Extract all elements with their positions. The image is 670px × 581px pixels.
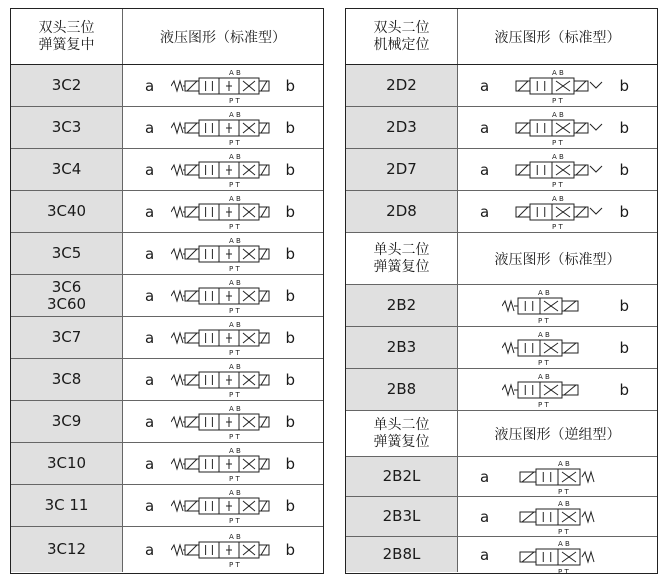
- row-code: 2D7: [346, 149, 458, 190]
- row-code: 2B3: [346, 327, 458, 368]
- valve-3c11-icon: [171, 486, 271, 530]
- row-code: 3C3: [11, 107, 123, 148]
- row-code: 3C6 3C60: [11, 275, 123, 316]
- port-b-label: b: [619, 76, 629, 95]
- port-b-label: b: [285, 540, 295, 559]
- port-b-label: b: [285, 496, 295, 515]
- valve-3c4-icon: [171, 150, 271, 194]
- right-row-2d3: [346, 107, 657, 149]
- port-a-label: a: [480, 467, 490, 486]
- port-b-label: b: [619, 202, 629, 221]
- valve-3c8-icon: [171, 360, 271, 404]
- svg-text:P T: P T: [552, 96, 563, 105]
- port-b-label: b: [619, 380, 629, 399]
- port-b-label: b: [285, 454, 295, 473]
- valve-2b8l-icon: [514, 537, 614, 581]
- right-row-2b8l: [346, 537, 657, 576]
- port-b-label: b: [285, 370, 295, 389]
- left-header-row: [11, 9, 323, 65]
- valve-2d2-icon: [506, 66, 606, 110]
- svg-text:P T: P T: [558, 488, 569, 496]
- svg-text:A B: A B: [229, 488, 241, 497]
- valve-2d7-icon: [506, 150, 606, 194]
- port-a-label: a: [480, 545, 490, 564]
- left-row-3c9: [11, 401, 323, 443]
- svg-text:P T: P T: [538, 358, 549, 367]
- valve-3c6-icon: [171, 276, 271, 320]
- port-a-label: a: [480, 202, 490, 221]
- port-b-label: b: [285, 202, 295, 221]
- valve-3c40-icon: [171, 192, 271, 236]
- svg-text:A B: A B: [552, 110, 564, 119]
- svg-text:A B: A B: [229, 532, 241, 541]
- right-header-code: 双头二位 机械定位: [346, 9, 458, 64]
- svg-text:A B: A B: [229, 152, 241, 161]
- right-header-row: [346, 9, 657, 65]
- svg-text:P T: P T: [229, 138, 240, 147]
- port-b-label: b: [619, 296, 629, 315]
- left-row-3c8: [11, 359, 323, 401]
- svg-text:P T: P T: [552, 222, 563, 231]
- valve-2b2-icon: [502, 286, 602, 330]
- port-a-label: a: [145, 370, 155, 389]
- left-row-3c4: [11, 149, 323, 191]
- svg-text:A B: A B: [538, 288, 550, 297]
- port-a-label: a: [480, 507, 490, 526]
- valve-3c9-icon: [171, 402, 271, 446]
- port-a-label: a: [480, 76, 490, 95]
- svg-text:A B: A B: [229, 446, 241, 455]
- svg-text:P T: P T: [229, 96, 240, 105]
- subheader-code: 单头二位 弹簧复位: [346, 233, 458, 284]
- right-row-2d7: [346, 149, 657, 191]
- svg-text:P T: P T: [229, 180, 240, 189]
- svg-text:A B: A B: [229, 236, 241, 245]
- port-a-label: a: [145, 76, 155, 95]
- row-code: 2B2: [346, 285, 458, 326]
- row-code: 3C40: [11, 191, 123, 232]
- svg-text:P T: P T: [229, 474, 240, 483]
- right-subheader-reverse: [346, 411, 657, 457]
- row-code: 2B8L: [346, 537, 458, 572]
- row-code: 3C5: [11, 233, 123, 274]
- port-b-label: b: [619, 160, 629, 179]
- svg-text:A B: A B: [558, 540, 570, 548]
- row-code: 2B2L: [346, 457, 458, 496]
- right-subheader-standard: [346, 233, 657, 285]
- svg-text:A B: A B: [229, 194, 241, 203]
- svg-text:P T: P T: [229, 390, 240, 399]
- port-a-label: a: [145, 412, 155, 431]
- svg-text:A B: A B: [229, 320, 241, 329]
- svg-text:P T: P T: [552, 138, 563, 147]
- row-code: 3C10: [11, 443, 123, 484]
- valve-3c12-icon: [171, 530, 271, 574]
- subheader-symbol: 液压图形（标准型）: [494, 251, 621, 268]
- svg-text:A B: A B: [552, 68, 564, 77]
- port-b-label: b: [285, 244, 295, 263]
- port-b-label: b: [285, 76, 295, 95]
- port-a-label: a: [145, 244, 155, 263]
- svg-text:P T: P T: [229, 516, 240, 525]
- svg-text:P T: P T: [538, 400, 549, 409]
- right-row-2b2l: [346, 457, 657, 497]
- left-row-3c3: [11, 107, 323, 149]
- left-row-3c7: [11, 317, 323, 359]
- valve-2b8-icon: [502, 370, 602, 414]
- port-a-label: a: [145, 496, 155, 515]
- row-code: 3C12: [11, 527, 123, 572]
- valve-2b3-icon: [502, 328, 602, 372]
- valve-2d3-icon: [506, 108, 606, 152]
- subheader-symbol: 液压图形（逆组型）: [494, 426, 621, 443]
- port-a-label: a: [480, 160, 490, 179]
- subheader-code: 单头二位 弹簧复位: [346, 411, 458, 456]
- right-header-symbol: 液压图形（标准型）: [494, 29, 621, 46]
- left-row-3c11: [11, 485, 323, 527]
- port-a-label: a: [145, 202, 155, 221]
- valve-2b2l-icon: [514, 457, 614, 501]
- svg-text:A B: A B: [552, 194, 564, 203]
- right-row-2d8: [346, 191, 657, 233]
- port-b-label: b: [285, 160, 295, 179]
- right-row-2b8: [346, 369, 657, 411]
- valve-3c2-icon: [171, 66, 271, 110]
- svg-text:P T: P T: [558, 568, 569, 576]
- valve-2d8-icon: [506, 192, 606, 236]
- row-code: 2D3: [346, 107, 458, 148]
- svg-text:A B: A B: [552, 152, 564, 161]
- svg-text:A B: A B: [229, 404, 241, 413]
- right-row-2b3: [346, 327, 657, 369]
- left-header-symbol: 液压图形（标准型）: [160, 29, 286, 46]
- row-code: 2D2: [346, 65, 458, 106]
- valve-3c3-icon: [171, 108, 271, 152]
- svg-text:P T: P T: [229, 222, 240, 231]
- port-a-label: a: [480, 118, 490, 137]
- port-a-label: a: [145, 118, 155, 137]
- svg-text:P T: P T: [229, 348, 240, 357]
- port-a-label: a: [145, 286, 155, 305]
- left-row-3c10: [11, 443, 323, 485]
- right-row-2b3l: [346, 497, 657, 537]
- right-row-2d2: [346, 65, 657, 107]
- row-code: 3C7: [11, 317, 123, 358]
- row-code: 2D8: [346, 191, 458, 232]
- row-code: 3C8: [11, 359, 123, 400]
- svg-text:A B: A B: [538, 330, 550, 339]
- svg-text:P T: P T: [229, 306, 240, 315]
- valve-3c7-icon: [171, 318, 271, 362]
- port-b-label: b: [285, 118, 295, 137]
- svg-text:P T: P T: [552, 180, 563, 189]
- valve-2b3l-icon: [514, 497, 614, 541]
- port-a-label: a: [145, 328, 155, 347]
- svg-text:P T: P T: [558, 528, 569, 536]
- row-code: 2B3L: [346, 497, 458, 536]
- svg-text:A B: A B: [229, 278, 241, 287]
- svg-text:A B: A B: [229, 110, 241, 119]
- row-code: 3C2: [11, 65, 123, 106]
- port-a-label: a: [145, 540, 155, 559]
- right-table: [345, 8, 658, 574]
- left-table: [10, 8, 324, 574]
- left-header-code: 双头三位 弹簧复中: [11, 9, 123, 64]
- right-row-2b2: [346, 285, 657, 327]
- left-row-3c2: [11, 65, 323, 107]
- row-code: 3C 11: [11, 485, 123, 526]
- left-row-3c40: [11, 191, 323, 233]
- port-a-label: a: [145, 160, 155, 179]
- left-row-3c12: [11, 527, 323, 572]
- svg-text:P T: P T: [229, 560, 240, 569]
- port-b-label: b: [619, 338, 629, 357]
- svg-text:P T: P T: [538, 316, 549, 325]
- svg-text:P T: P T: [229, 264, 240, 273]
- valve-3c5-icon: [171, 234, 271, 278]
- port-b-label: b: [285, 328, 295, 347]
- row-code: 2B8: [346, 369, 458, 410]
- row-code: 3C4: [11, 149, 123, 190]
- svg-text:A B: A B: [538, 372, 550, 381]
- row-code: 3C9: [11, 401, 123, 442]
- svg-text:A B: A B: [229, 362, 241, 371]
- port-b-label: b: [285, 286, 295, 305]
- port-a-label: a: [145, 454, 155, 473]
- left-row-3c6: [11, 275, 323, 317]
- svg-text:A B: A B: [558, 500, 570, 508]
- port-b-label: b: [285, 412, 295, 431]
- svg-text:A B: A B: [229, 68, 241, 77]
- svg-text:P T: P T: [229, 432, 240, 441]
- svg-text:A B: A B: [558, 460, 570, 468]
- valve-3c10-icon: [171, 444, 271, 488]
- port-b-label: b: [619, 118, 629, 137]
- left-row-3c5: [11, 233, 323, 275]
